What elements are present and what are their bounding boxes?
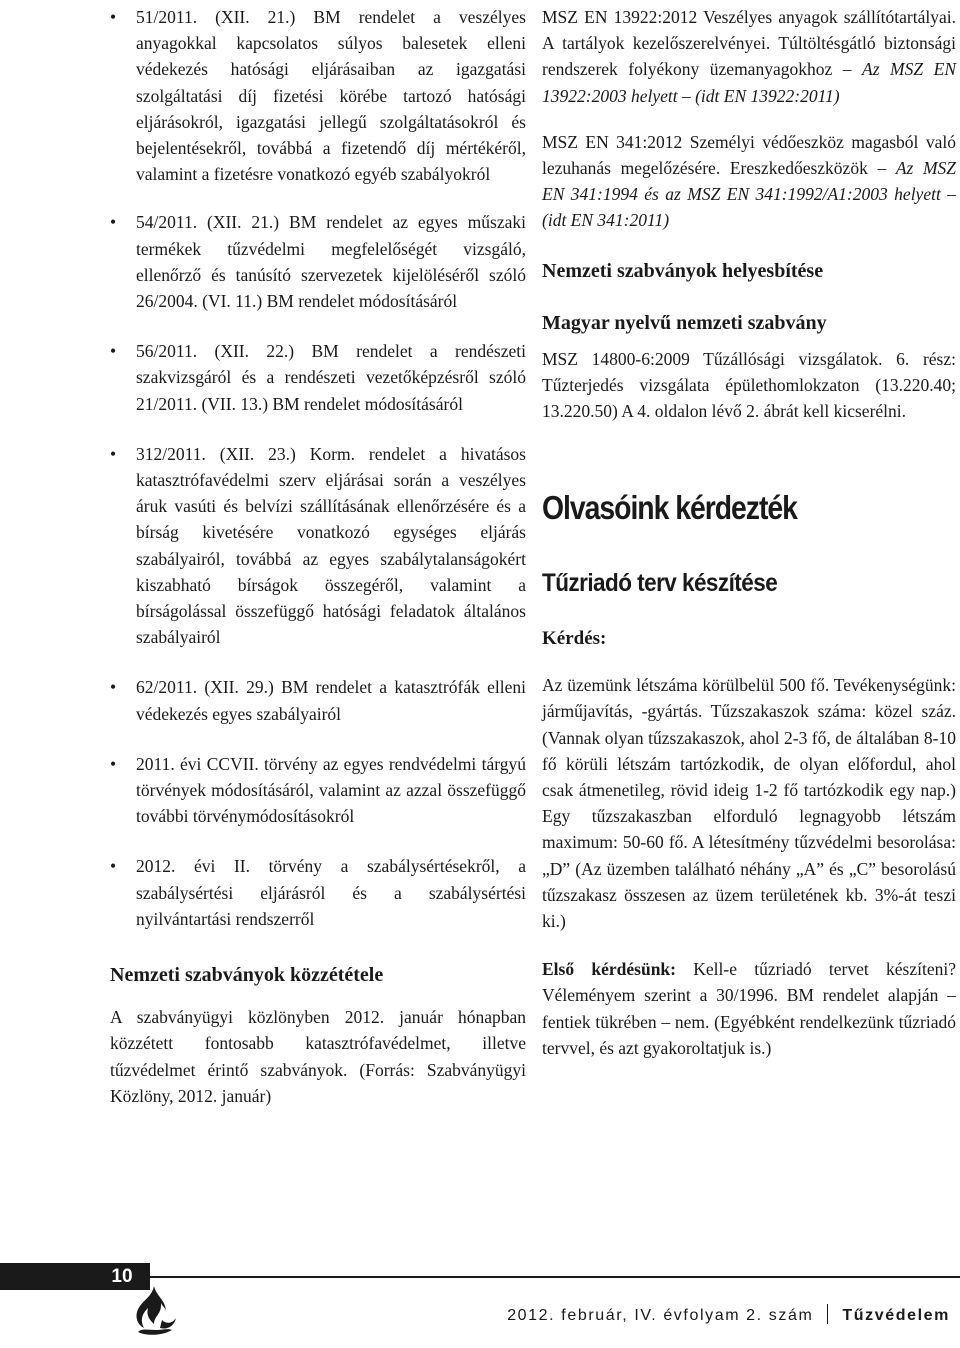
standard-idt: (idt EN 341:2011) bbox=[542, 210, 670, 231]
bullet-icon: • bbox=[110, 341, 117, 362]
footer-separator bbox=[827, 1304, 828, 1324]
standard-code: MSZ EN 341:2012 bbox=[542, 131, 683, 152]
list-item bbox=[110, 751, 526, 830]
standard-replaces: Az MSZ EN 341:1994 és az MSZ EN 341:1992/A1:2003 helyett bbox=[542, 158, 957, 205]
list-item bbox=[110, 441, 526, 651]
standard-entry: MSZ EN 13922:2012 Veszélyes anyagok szállítótartályai. A tartályok kezelőszerelvényei. Túltöltésgátló biztonsági rendszerek folyékony üzemanyagokhoz – Az MSZ EN 13922:2003 helyett – (idt EN 13922:2011) bbox=[542, 7, 956, 106]
right-column bbox=[542, 4, 956, 1061]
first-question bbox=[542, 956, 956, 1061]
list-item bbox=[110, 674, 526, 726]
law-text: 2011. évi CCVII. törvény az egyes rendvédelmi tárgyú törvények módosításáról, valamint az azzal összefüggő további törvénymódosításokról bbox=[136, 753, 526, 827]
section-text: A szabványügyi közlönyben 2012. január hónapban közzétett fontosabb katasztrófavédelmet, illetve tűzvédelmet érintő szabványok. (Forrás: Szabványügyi Közlöny, 2012. január) bbox=[110, 1007, 526, 1106]
law-text: 62/2011. (XII. 29.) BM rendelet a katasztrófák elleni védekezés egyes szabályairól bbox=[136, 677, 526, 724]
bullet-icon: • bbox=[110, 7, 117, 27]
readers-subtitle: Tűzriadó terv készítése bbox=[542, 569, 778, 598]
standard-replaces: Az MSZ EN 13922:2003 helyett bbox=[542, 59, 956, 106]
left-column bbox=[110, 4, 526, 1109]
standard-title: Veszélyes anyagok szállítótartályai. A tartályok kezelőszerelvényei. Túltöltésgátló biztonsági rendszerek folyékony üzemanyagokhoz bbox=[542, 7, 956, 80]
standard-entry: MSZ EN 341:2012 Személyi védőeszköz magasból való lezuhanás megelőzésére. Ereszkedőeszközök – Az MSZ EN 341:1994 és az MSZ EN 341:1992/A1:2003 helyett – (idt EN 341:2011) bbox=[542, 131, 957, 231]
bullet-icon: • bbox=[110, 677, 117, 698]
flame-icon bbox=[132, 1284, 178, 1336]
list-item bbox=[110, 853, 526, 932]
bullet-icon: • bbox=[110, 753, 117, 774]
list-item bbox=[110, 209, 526, 314]
hungarian-standard-heading: Magyar nyelvű nemzeti szabvány bbox=[542, 311, 827, 334]
law-list bbox=[110, 4, 526, 932]
list-item bbox=[110, 4, 526, 187]
bullet-icon: • bbox=[110, 443, 117, 464]
bullet-icon: • bbox=[110, 212, 117, 233]
law-text: 312/2011. (XII. 23.) Korm. rendelet a hivatásos katasztrófavédelmi szerv eljárásai során a veszélyes áruk vasúti és belvízi szállításának ellenőrzésére és a bírság kivetésére vonatkozó egységes eljárás szabályairól, továbbá az egyes szabálytalanságokért kiszabható bírságok összegéről, valamint a bírságolással összefüggő hatósági feladatok általános szabályairól bbox=[136, 443, 526, 648]
list-item bbox=[110, 338, 526, 417]
standard-idt: (idt EN 13922:2011) bbox=[695, 85, 840, 106]
law-text: 51/2011. (XII. 21.) BM rendelet a veszélyes anyagokkal kapcsolatos súlyos balesetek elleni védekezés hatósági eljárásaiban az igazgatási szolgáltatási díj fizetési körébe tartozó hatósági eljárásokról, igazgatási jellegű szolgáltatásokról és bejelentésekről, továbbá a fizetendő díj mértékéről, valamint a fizetésre vonatkozó egyéb szabályokról bbox=[136, 7, 526, 185]
law-text: 54/2011. (XII. 21.) BM rendelet az egyes műszaki termékek tűzvédelmi megfelelőségét vizsgáló, ellenőrző és tanúsító szervezetek kijelöléséről szóló 26/2004. (VI. 11.) BM rendelet módosításáról bbox=[136, 212, 526, 312]
standard-title: Személyi védőeszköz magasból való lezuhanás megelőzésére. Ereszkedőeszközök bbox=[542, 131, 956, 179]
standard-code: MSZ EN 13922:2012 bbox=[542, 7, 698, 27]
magazine-name: Tűzvédelem bbox=[842, 1307, 950, 1324]
correction-heading: Nemzeti szabványok helyesbítése bbox=[542, 259, 824, 282]
page-number: 10 bbox=[111, 1266, 133, 1287]
issue-info: 2012. február, IV. évfolyam 2. szám bbox=[507, 1307, 814, 1324]
question-label: Kérdés: bbox=[542, 628, 607, 650]
footer-text bbox=[507, 1304, 950, 1325]
correction-text: MSZ 14800-6:2009 Tűzállósági vizsgálatok. 6. rész: Tűzterjedés vizsgálata épülethomlokzaton (13.220.40; 13.220.50) A 4. oldalon lévő 2. ábrát kell kicserélni. bbox=[542, 348, 956, 422]
law-text: 56/2011. (XII. 22.) BM rendelet a rendészeti szakvizsgáról és a rendészeti vezetőképzésről szóló 21/2011. (VII. 13.) BM rendelet módosításáról bbox=[136, 341, 526, 414]
bullet-icon: • bbox=[110, 856, 117, 877]
first-question-label: Első kérdésünk: bbox=[542, 959, 676, 980]
question-text: Az üzemünk létszáma körülbelül 500 fő. Tevékenységünk: járműjavítás, -gyártás. Tűzszakaszok száma: közel száz. (Vannak olyan tűzszakaszok, ahol 2-3 fő, de általában 8-10 fő körüli létszám tartózkodik, de olyan előfordul, ahol csak átmenetileg, rövid ideig 1-2 fő tartózkodik egy nap.) Egy tűzszakaszban elforduló legnagyobb létszám maximum: 50-60 fő. A létesítmény tűzvédelmi besorolása: „D” (Az üzemben található néhány „A” és „C” besorolású tűzszakasz összesen az üzem területének kb. 3%-át teszi ki.) bbox=[542, 675, 956, 932]
first-question-text: Kell-e tűzriadó tervet készíteni? Véleményem szerint a 30/1996. BM rendelet alapján – fentiek tükrében – nem. (Egyébként rendelkezünk tűzriadó tervvel, és azt gyakoroltatjuk is.) bbox=[542, 959, 956, 1058]
section-heading: Nemzeti szabványok közzététele bbox=[110, 964, 384, 987]
law-text: 2012. évi II. törvény a szabálysértésekről, a szabálysértési eljárásról és a szabálysértési nyilvántartási rendszerről bbox=[136, 856, 526, 929]
readers-title: Olvasóink kérdezték bbox=[542, 489, 797, 527]
